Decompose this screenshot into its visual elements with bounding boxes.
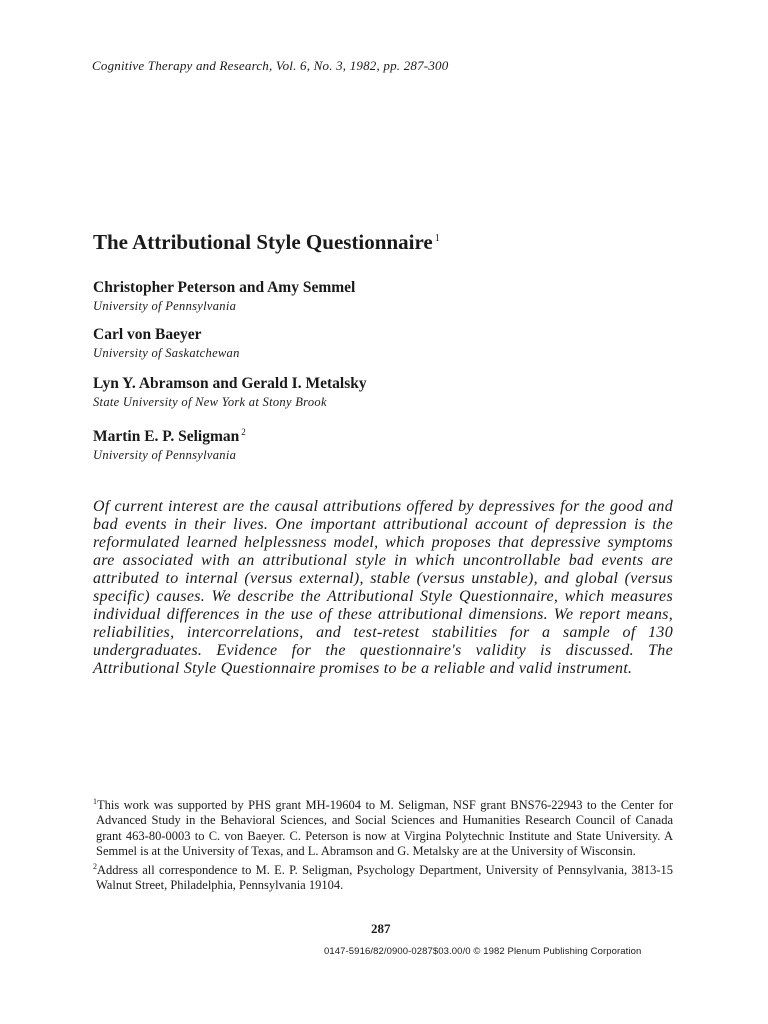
footnote-marker: 1 [93,797,97,806]
author-group-4 [93,422,693,464]
title-footnote-marker: 1 [434,233,440,244]
footnote-text: This work was supported by PHS grant MH-19604 to M. Seligman, NSF grant BNS76-22943 to the Center for Advanced Study in the Behavioral Sciences, and Social Sciences and Humanities Research Council of Canada grant 463-80-0003 to C. von Baeyer. C. Peterson is now at Virgina Polytechnic Institute and State University. A Semmel is at the University of Texas, and L. Abramson and G. Metalsky are at the University of Wisconsin. [96,798,673,858]
journal-header: Cognitive Therapy and Research, Vol. 6, No. 3, 1982, pp. 287-300 [92,58,449,73]
author-group-1 [93,278,693,315]
author-affiliation: State University of New York at Stony Brook [93,395,327,409]
author-affiliation: University of Saskatchewan [93,346,240,360]
footnote-text: Address all correspondence to M. E. P. Seligman, Psychology Department, University of Pennsylvania, 3813-15 Walnut Street, Philadelphia, Pennsylvania 19104. [96,863,673,893]
title-text: The Attributional Style Questionnaire [93,230,433,254]
author-affiliation: University of Pennsylvania [93,448,237,463]
author-name: Christopher Peterson and Amy Semmel [93,279,356,296]
footnotes [93,794,673,894]
author-name: Martin E. P. Seligman $^2$ [93,427,246,446]
author-affiliation: University of Pennsylvania [93,299,237,313]
footnote-marker: 2 [93,861,97,871]
page-number: 287 [371,921,391,936]
author-group-3 [93,374,693,411]
author-group-2 [93,325,693,362]
copyright-line: 0147-5916/82/0900-0287$03.00/0 © 1982 Plenum Publishing Corporation [324,946,642,957]
paper-title [93,230,440,255]
author-name: Lyn Y. Abramson and Gerald I. Metalsky [93,375,367,392]
author-footnote-marker: 2 [241,427,246,437]
abstract: Of current interest are the causal attributions offered by depressives for the good and bad events in their lives. One important attributional account of depression is the reformulated learned helplessness model, which proposes that depressive symptoms are associated with an attributional style in which uncontrollable bad events are attributed to internal (versus external), stable (versus unstable), and global (versus specific) causes. We describe the Attributional Style Questionnaire, which measures individual differences in the use of these attributional dimensions. We report means, reliabilities, intercorrelations, and test-retest stabilities for a sample of 130 undergraduates. Evidence for the questionnaire's validity is discussed. The Attributional Style Questionnaire promises to be a reliable and valid instrument. [93,498,673,677]
footnote-2 [93,859,673,894]
footnote-1 [93,794,673,859]
author-name: Carl von Baeyer [93,326,202,343]
